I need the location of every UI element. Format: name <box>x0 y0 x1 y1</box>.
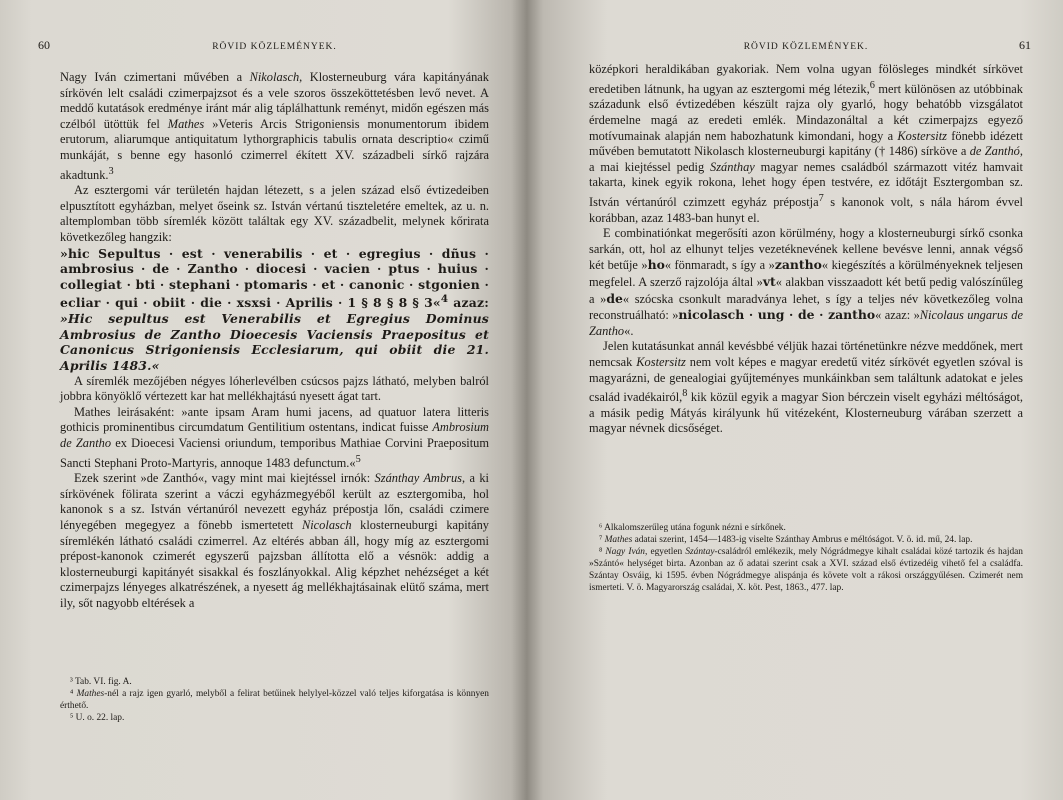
right-body <box>589 62 1023 437</box>
right-paragraph-3: Jelen kutatásunkat annál kevésbbé véljük hazai történetünkre nézve meddőnek, mert nemcsak Kostersitz nem volt képes e magyar eredetű vitéz sírkövét egyetlen szóval is magyarázni, de genealogiai gyűjteményes munkáinkban sem találtunk adatokat e jeles család ivadékairól,$^8$ kik közül egyik a magyar Sion bérczein viselt egyházi méltóságot, a másik pedig Mátyás királyunk hű vitézeként, Klosterneuburg várában szerzett a magyar névnek dicsőséget. <box>589 339 1024 436</box>
footnote-4: ⁴ Mathes-nél a rajz igen gyarló, melyből a felirat betűinek helylyel-közzel való teljes kiforgatása is könnyen érthető. <box>60 689 489 711</box>
footnote-6: ⁶ Alkalomszerűleg utána fogunk nézni e sírkőnek. <box>599 523 786 533</box>
left-paragraph-4: Mathes leirásaként: »ante ipsam Aram humi jacens, ad quatuor latera litteris gothicis prominentibus circumdatum Gentilitium ostentans, indicat fuisse Ambrosium de Zantho ex Dioecesi Vaciensi oriundum, temporibus Mathiae Corvini Praepositum Sancti Stephani Proto-Martyris, annoque 1483 defunctum.«$^5$ <box>60 404 489 470</box>
latin-transcription: »Hic sepultus est Venerabilis et Egregius Dominus Ambrosius de Zantho Dioecesis Vaciensis Praepositus et Canonicus Strigoniensis Ecclesiarum, qui obiit die 21. Aprilis 1483.« <box>60 311 489 373</box>
left-paragraph-3: A síremlék mezőjében négyes lóherlevélben csúcsos pajzs látható, melyben balról jobbra könyöklő vértezett kar hat mellékhajtású nyesett ágat tart. <box>60 373 489 404</box>
right-footnotes <box>589 522 1023 594</box>
footnote-7: ⁷ Mathes adatai szerint, 1454—1483-ig viselte Szánthay Ambrus e méltóságot. V. ö. id. mű, 24. lap. <box>599 535 973 545</box>
footnote-ref: 3 <box>108 165 114 177</box>
gothic-inscription: »hic Sepultus · est · venerabilis · et · egregius · dñus · ambrosius · de · Zantho · diocesi · vacien · ptus · huius · collegiat · bti · stephani · ptomaris · et · canonic · stgonien · ecliar · qui · obiit · die · xsxsi · Aprilis · 1 § 8 § 8 § 3«$^4$ azaz: »Hic sepultus est Venerabilis et Egregius Dominus Ambrosius de Zantho Dioecesis Vaciensis Praepositus et Canonicus Strigoniensis Ecclesiarum, qui obiit die 21. Aprilis 1483.« <box>60 245 489 373</box>
left-page-number: 60 <box>38 38 50 52</box>
left-page <box>0 0 527 800</box>
right-paragraph-2: E combinatiónkat megerősíti azon körülmény, hogy a klosterneuburgi sírkő csonka sarkán, ott, hol az elhunyt teljes vezetéknevének kellene bevésve lenni, annak végső két betűje »ho« fönmaradt, s így a »zantho« kiegészítés a körülményeknek teljesen megfelel. A szerző rajzolója által »vt« alakban visszaadott két betű pedig valószínűleg a »de« szócska csonkult maradványa lehet, s így a teljes név következőleg volna reconstruálható: »nicolasch · ung · de · zantho« azaz: »Nicolaus ungarus de Zantho«. <box>589 226 1023 338</box>
right-page <box>527 0 1063 800</box>
left-running-title: RÖVID KÖZLEMÉNYEK. <box>212 42 337 52</box>
left-footnotes <box>60 676 489 724</box>
left-paragraph-1: Nagy Iván czimertani művében a Nikolasch, Klosterneuburg vára kapitányának sírkövén lelt családi czimerpajzsot és a vele szoros összeköttetésben levő nevet. A meddő kutatások eredménye iránt már alig táplálhattunk reményt, midőn egészen más czélból ütöttük fel Mathes »Veteris Arcis Strigoniensis monumentorum ibidem erutorum, aliarumque antiquitatum lythorgraphicis tabulis ornata descriptio« czimű munkáját, s benne egy hasonló czimerrel ékített XV. századbeli sírkő rajzára akadtunk.$^3$ <box>60 70 490 182</box>
right-running-title: RÖVID KÖZLEMÉNYEK. <box>743 42 869 52</box>
left-running-head <box>38 38 489 56</box>
left-paragraph-2: Az esztergomi vár területén hajdan létezett, s a jelen század első évtizedeiben elpusztított egyházban, melyet őseink sz. István vértanú tiszteletére emeltek, az u. n. altemplomban több síremlék között találtak egy XV. századbelit, melynek kőrirata következőleg hangzik: <box>60 183 489 245</box>
footnote-8: ⁸ Nagy Iván, egyetlen Szántay-családról emlékezik, mely Nógrádmegye kihalt családai közé tartozik és hajdan »Szántó« helységet birta. Azonban az ő adatai szerint csak a XVI. század első évtizedéig vihető fel a családfa. Szántay Osváig, ki 1595. évben Nógrádmegye alispánja és követe volt a rákosi országgyűlésen. Czimerét nem ismerteti. V. ö. Magyarország családai, X. köt. Pest, 1863., 477. lap. <box>589 547 1023 593</box>
footnote-3: ³ Tab. VI. fig. A. <box>70 677 132 687</box>
right-running-head <box>589 38 1031 56</box>
left-body <box>60 70 489 612</box>
right-page-number: 61 <box>1019 38 1031 52</box>
left-paragraph-5: Ezek szerint »de Zanthó«, vagy mint mai kiejtéssel irnók: Szánthay Ambrus, a ki sírkövének fölirata szerint a váczi egyházmegyéből került az esztergomiba, hol kanonok s a sz. István vértanúról nevezett egyház prépostja lőn, családi czimere lényegében megegyez a fönebb ismertetett Nicolasch klosterneuburgi kapitány síremlékén látható családi czimerrel. Az eltérés abban áll, hogy míg az esztergomi prépost-kanonok czimerét egyszerű pajzsban állította elő a vésnök: addig a klosterneuburgi kapitányét sisakkal és foszlányokkal. Alig képzhet nehézséget a két czimerpajzs lényeges alkatrészének, a nyesett ág mellékhajtásainak elütő száma, mert ily, sőt nagyobb eltérések a <box>60 471 489 610</box>
right-paragraph-1: középkori heraldikában gyakoriak. Nem volna ugyan fölösleges mindkét sírkövet eredetiben látnunk, ha ugyan az esztergomi még létezik,$^6$ mert különösen az utóbbinak századunk első évtizedében készült rajza oly gyarló, hogy behatóbb vizsgálatot érdemelne magá az eredeti emlék. Mindazonáltal a két czimerpajzs egyező motívumainak alapján nem habozhatunk kimondani, hogy a Kostersitz fönebb idézett művében bemutatott Nikolasch klosterneuburgi kapitány († 1486) sírköve a de Zanthó, a mai kiejtéssel pedig Szánthay magyar nemes családból származott vitéz hamvait takarta, kinek egyik rokona, lehet hogy épen testvére, ez időtájt Esztergomban sz. István vértanúról czimzett egyház prépostja$^7$ s kanonok volt, s nála három évvel korábban, azaz 1483-ban hunyt el. <box>589 62 1024 225</box>
footnote-5: ⁵ U. o. 22. lap. <box>70 713 125 723</box>
